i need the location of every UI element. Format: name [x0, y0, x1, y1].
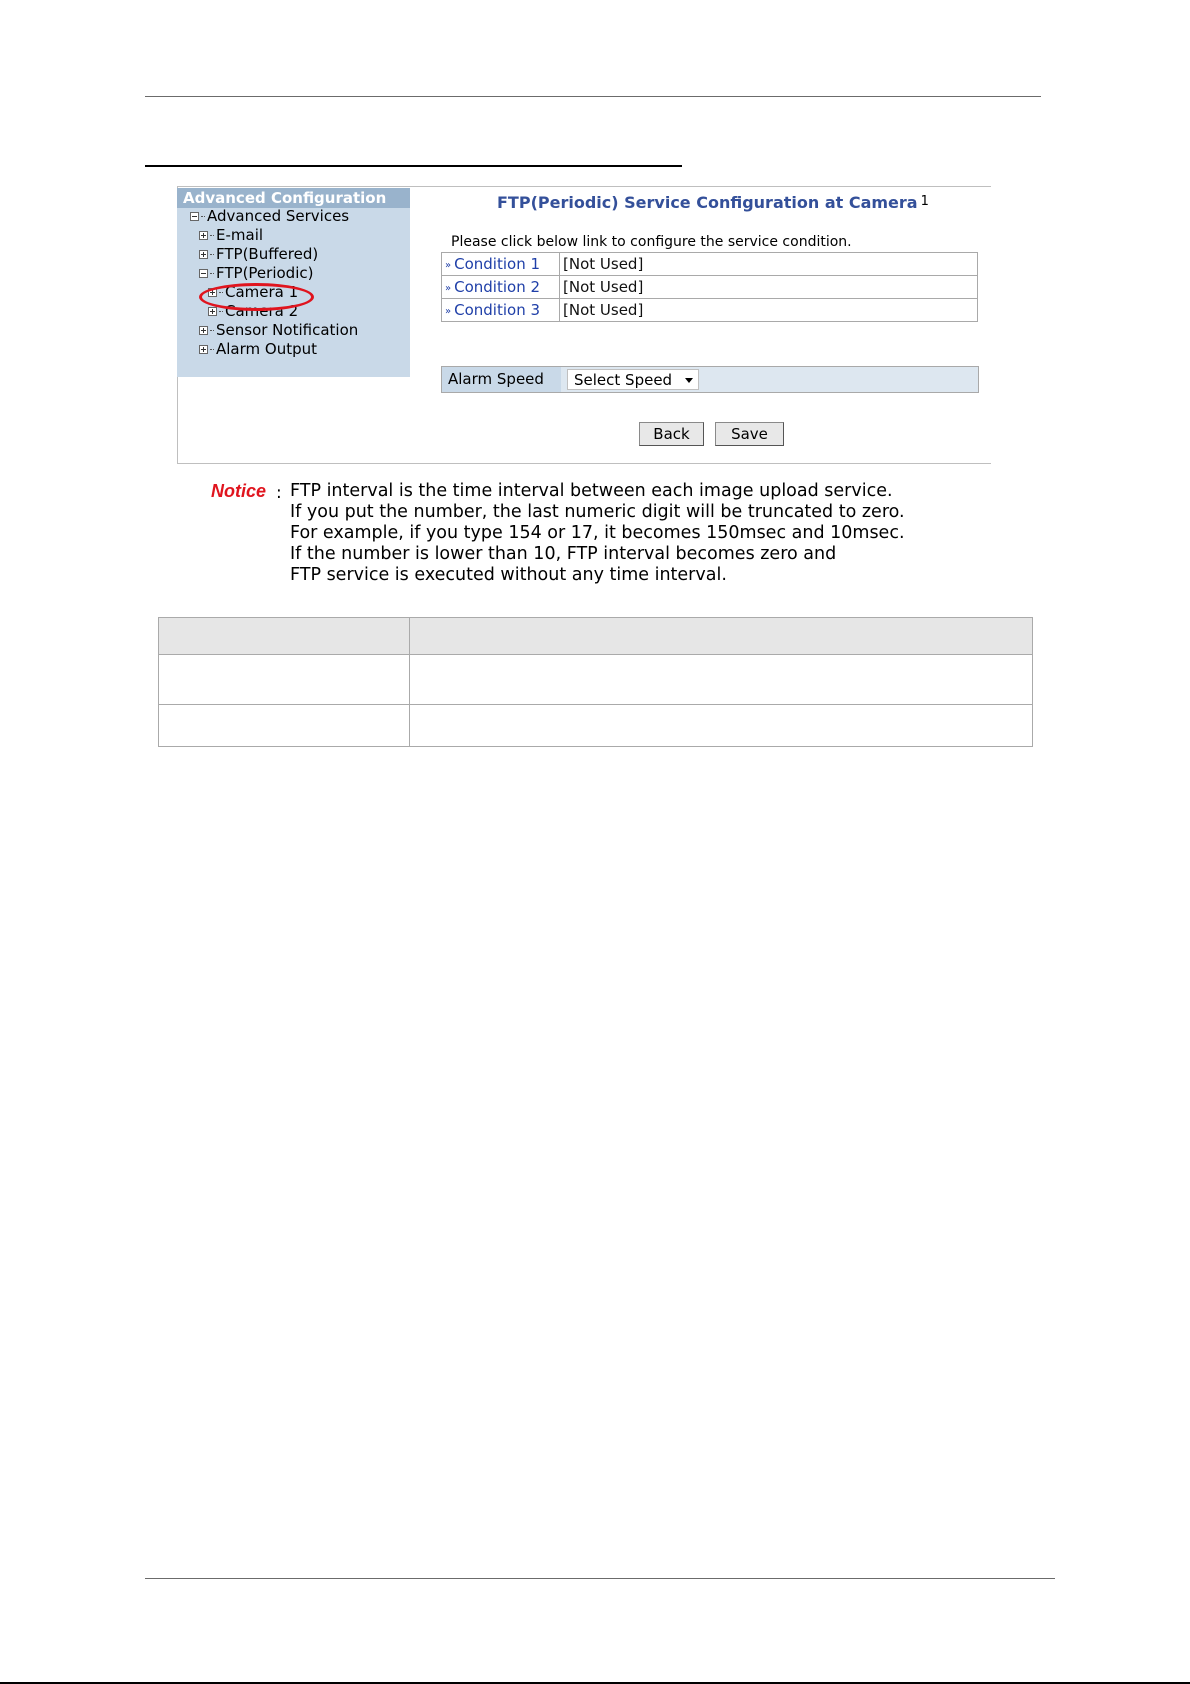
expand-icon[interactable]	[199, 250, 208, 259]
table-cell	[410, 655, 1033, 705]
tree-connector	[210, 254, 214, 255]
table-header-cell	[159, 618, 410, 655]
table-cell	[159, 705, 410, 747]
tree-connector	[210, 273, 214, 274]
tree-item-label: Camera 2	[225, 302, 299, 320]
tree-item-label: Sensor Notification	[216, 321, 359, 339]
header-rule	[145, 96, 1041, 97]
conditions-table	[441, 252, 978, 322]
tree-item-advanced-services[interactable]	[190, 207, 349, 226]
tree-item-label: Camera 1	[225, 283, 299, 301]
table-row	[159, 705, 1033, 747]
tree-item-label: FTP(Buffered)	[216, 245, 319, 263]
tree-item-alarm-output[interactable]	[199, 340, 317, 359]
alarm-speed-row	[441, 366, 979, 393]
expand-icon[interactable]	[199, 326, 208, 335]
condition-1-link[interactable]	[442, 253, 560, 276]
condition-link-label[interactable]: Condition 3	[454, 301, 541, 319]
tree-connector	[219, 311, 223, 312]
notice-line: If the number is lower than 10, FTP interval becomes zero and	[290, 544, 837, 564]
tree-connector	[210, 235, 214, 236]
expand-icon[interactable]	[208, 307, 217, 316]
condition-3-link[interactable]	[442, 299, 560, 322]
section-heading-rule	[145, 165, 682, 167]
notice-label: Notice	[211, 481, 267, 501]
condition-link-label[interactable]: Condition 1	[454, 255, 541, 273]
notice-line: For example, if you type 154 or 17, it becomes 150msec and 10msec.	[290, 523, 905, 543]
save-button[interactable]: Save	[715, 422, 784, 446]
tree-connector	[201, 216, 205, 217]
tree-item-label: Advanced Services	[207, 207, 350, 225]
notice-colon: :	[276, 483, 282, 503]
notice-line: FTP interval is the time interval between each image upload service.	[290, 481, 893, 501]
collapse-icon[interactable]	[190, 212, 199, 221]
double-chevron-right-icon: »	[445, 283, 452, 294]
notice-line: FTP service is executed without any time interval.	[290, 565, 727, 585]
tree-item-sensor-notification[interactable]	[199, 321, 358, 340]
expand-icon[interactable]	[199, 345, 208, 354]
footer-rule	[145, 1578, 1055, 1579]
table-row	[442, 253, 978, 276]
collapse-icon[interactable]	[199, 269, 208, 278]
condition-link-label[interactable]: Condition 2	[454, 278, 541, 296]
condition-2-link[interactable]	[442, 276, 560, 299]
description-table	[158, 617, 1033, 747]
condition-status: [Not Used]	[560, 276, 978, 299]
table-header-row	[159, 618, 1033, 655]
instruction-text: Please click below link to configure the service condition.	[451, 234, 852, 250]
highlight-circle	[199, 283, 314, 311]
table-row	[159, 655, 1033, 705]
table-cell	[410, 705, 1033, 747]
tree-item-ftp-buffered[interactable]	[199, 245, 318, 264]
alarm-speed-select[interactable]	[567, 369, 699, 390]
condition-status: [Not Used]	[560, 299, 978, 322]
alarm-speed-label: Alarm Speed	[442, 367, 561, 392]
tree-item-email[interactable]	[199, 226, 263, 245]
table-header-cell	[410, 618, 1033, 655]
tree-connector	[210, 349, 214, 350]
page-title	[497, 193, 929, 212]
double-chevron-right-icon: »	[445, 306, 452, 317]
tree-item-label: FTP(Periodic)	[216, 264, 314, 282]
sidebar	[177, 188, 410, 377]
tree-item-label: E-mail	[216, 226, 264, 244]
chevron-down-icon[interactable]	[685, 378, 693, 383]
notice-line: If you put the number, the last numeric digit will be truncated to zero.	[290, 502, 905, 522]
page-title-text: FTP(Periodic) Service Configuration at Camera	[497, 193, 918, 212]
expand-icon[interactable]	[199, 231, 208, 240]
back-button[interactable]: Back	[639, 422, 704, 446]
tree-connector	[210, 330, 214, 331]
table-row	[442, 276, 978, 299]
alarm-speed-selected-value: Select Speed	[574, 371, 673, 389]
tree-item-label: Alarm Output	[216, 340, 318, 358]
tree-item-ftp-periodic[interactable]	[199, 264, 313, 283]
page-title-superscript: 1	[920, 194, 929, 209]
table-cell	[159, 655, 410, 705]
table-row	[442, 299, 978, 322]
condition-status: [Not Used]	[560, 253, 978, 276]
sidebar-header: Advanced Configuration	[177, 188, 410, 208]
double-chevron-right-icon: »	[445, 260, 452, 271]
